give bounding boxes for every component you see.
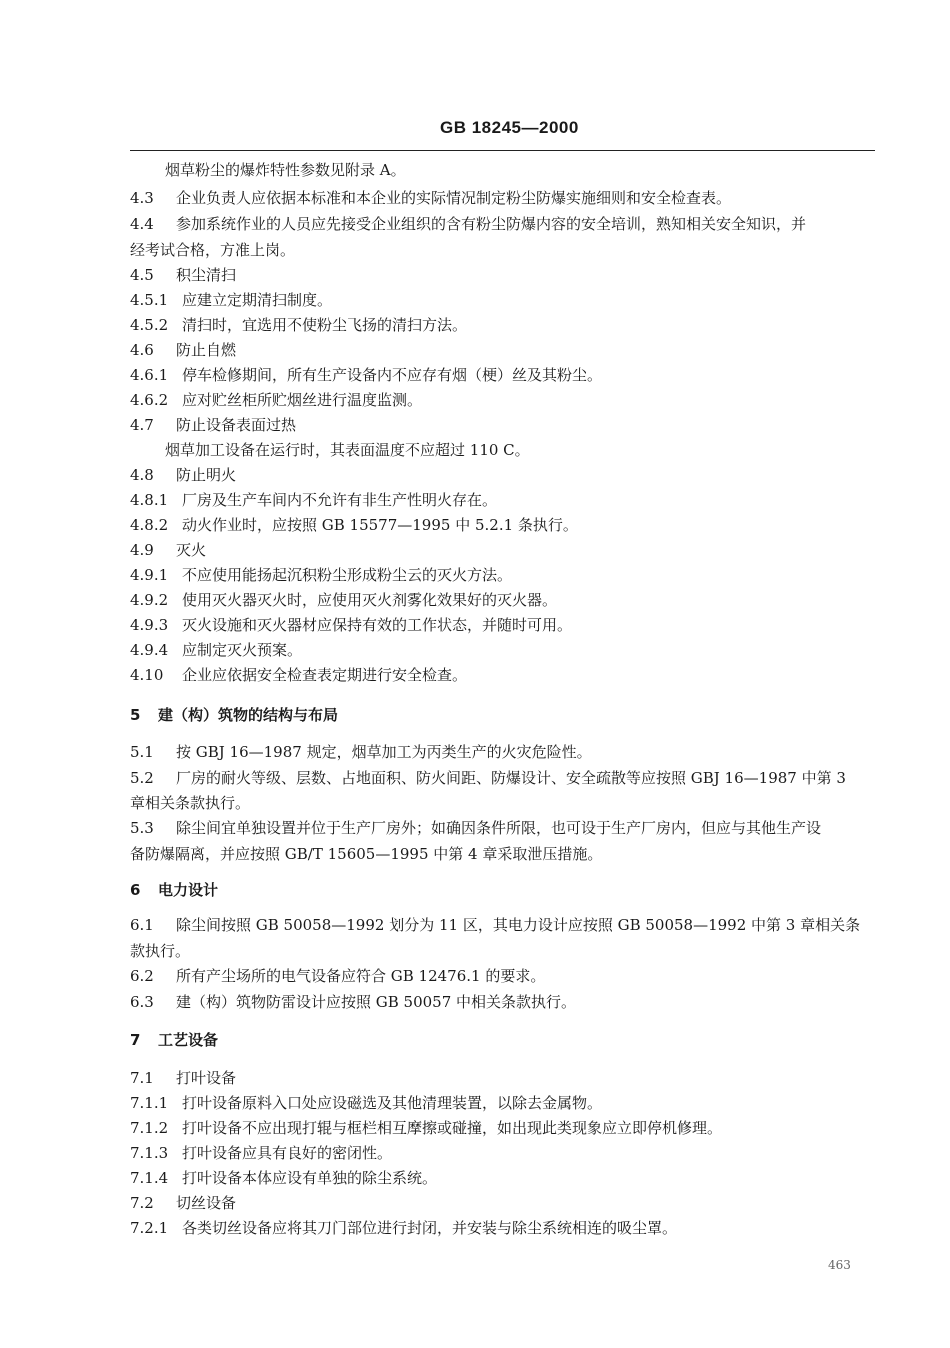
clause-4-5-2 <box>130 315 467 335</box>
clause-number: 6.2 <box>130 967 154 985</box>
clause-number: 4.8.2 <box>130 516 169 534</box>
clause-text: 使用灭火器灭火时，应使用灭火剂雾化效果好的灭火器。 <box>182 591 558 609</box>
clause-7-2 <box>130 1193 236 1213</box>
clause-text: 除尘间宜单独设置并位于生产厂房外；如确因条件所限，也可设于生产厂房内，但应与其他生产设 <box>176 819 822 837</box>
section-number: 6 <box>130 881 141 899</box>
paragraph-line: 经考试合格，方准上岗。 <box>130 241 296 259</box>
clause-4-9 <box>130 540 206 560</box>
clause-7-1-3 <box>130 1143 392 1163</box>
clause-number: 4.8.1 <box>130 491 169 509</box>
clause-number: 4.5 <box>130 266 154 284</box>
clause-text: 厂房的耐火等级、层数、占地面积、防火间距、防爆设计、安全疏散等应按照 GBJ 16—1987 中第 3 <box>176 769 846 787</box>
paragraph-line: 烟草加工设备在运行时，其表面温度不应超过 110 C。 <box>165 441 530 459</box>
clause-number: 4.4 <box>130 215 154 233</box>
clause-number: 7.1.1 <box>130 1094 169 1112</box>
clause-4-9-4 <box>130 640 302 660</box>
clause-text: 应制定灭火预案。 <box>182 641 303 659</box>
clause-number: 5.2 <box>130 769 154 787</box>
clause-text: 打叶设备应具有良好的密闭性。 <box>182 1144 393 1162</box>
clause-6-2 <box>130 966 545 986</box>
clause-4-5 <box>130 265 236 285</box>
clause-number: 4.5.2 <box>130 316 169 334</box>
clause-4-6-2 <box>130 390 422 410</box>
clause-number: 4.9 <box>130 541 154 559</box>
clause-4-8 <box>130 465 236 485</box>
clause-4-3 <box>130 188 731 208</box>
clause-number: 4.6.1 <box>130 366 169 384</box>
clause-number: 6.3 <box>130 993 154 1011</box>
clause-7-1 <box>130 1068 236 1088</box>
standard-code: GB 18245—2000 <box>440 118 579 137</box>
clause-4-8-2 <box>130 515 578 535</box>
clause-6-1 <box>130 915 860 935</box>
clause-4-6-1 <box>130 365 602 385</box>
clause-7-2-1 <box>130 1218 677 1238</box>
clause-number: 4.9.4 <box>130 641 169 659</box>
clause-text: 积尘清扫 <box>176 266 237 284</box>
clause-text: 灭火 <box>176 541 207 559</box>
clause-number: 7.2.1 <box>130 1219 169 1237</box>
paragraph-line: 烟草粉尘的爆炸特性参数见附录 A。 <box>165 161 406 179</box>
clause-number: 7.1.4 <box>130 1169 169 1187</box>
clause-number: 4.7 <box>130 416 154 434</box>
clause-text: 各类切丝设备应将其刀门部位进行封闭，并安装与除尘系统相连的吸尘罩。 <box>182 1219 678 1237</box>
clause-number: 4.3 <box>130 189 154 207</box>
clause-text: 除尘间按照 GB 50058—1992 划分为 11 区，其电力设计应按照 GB 50058—1992 中第 3 章相关条 <box>176 916 861 934</box>
clause-text: 灭火设施和灭火器材应保持有效的工作状态，并随时可用。 <box>182 616 573 634</box>
clause-4-9-1 <box>130 565 512 585</box>
clause-number: 7.1 <box>130 1069 154 1087</box>
section-number: 5 <box>130 706 141 724</box>
clause-number: 5.1 <box>130 743 154 761</box>
clause-number: 7.1.2 <box>130 1119 169 1137</box>
clause-text: 切丝设备 <box>176 1194 237 1212</box>
clause-number: 4.8 <box>130 466 154 484</box>
section-heading-7 <box>130 1030 218 1050</box>
clause-text: 不应使用能扬起沉积粉尘形成粉尘云的灭火方法。 <box>182 566 513 584</box>
section-number: 7 <box>130 1031 141 1049</box>
clause-7-1-2 <box>130 1118 722 1138</box>
clause-5-1 <box>130 742 592 762</box>
clause-number: 4.9.3 <box>130 616 169 634</box>
clause-text: 应建立定期清扫制度。 <box>182 291 333 309</box>
section-title: 建（构）筑物的结构与布局 <box>158 706 339 724</box>
clause-6-3 <box>130 992 576 1012</box>
clause-text: 防止明火 <box>176 466 237 484</box>
clause-number: 6.1 <box>130 916 154 934</box>
clause-text: 应对贮丝柜所贮烟丝进行温度监测。 <box>182 391 423 409</box>
section-title: 工艺设备 <box>158 1031 219 1049</box>
section-heading-5 <box>130 705 338 725</box>
clause-text: 防止自燃 <box>176 341 237 359</box>
clause-text: 动火作业时，应按照 GB 15577—1995 中 5.2.1 条执行。 <box>182 516 578 534</box>
clause-text: 防止设备表面过热 <box>176 416 297 434</box>
clause-number: 7.2 <box>130 1194 154 1212</box>
clause-text: 按 GBJ 16—1987 规定，烟草加工为丙类生产的火灾危险性。 <box>176 743 592 761</box>
clause-4-9-2 <box>130 590 557 610</box>
clause-text: 打叶设备 <box>176 1069 237 1087</box>
clause-4-9-3 <box>130 615 572 635</box>
clause-5-3 <box>130 818 821 838</box>
clause-7-1-4 <box>130 1168 437 1188</box>
section-title: 电力设计 <box>158 881 219 899</box>
clause-number: 4.6.2 <box>130 391 169 409</box>
section-heading-6 <box>130 880 218 900</box>
clause-text: 建（构）筑物防雷设计应按照 GB 50057 中相关条款执行。 <box>176 993 577 1011</box>
clause-number: 4.10 <box>130 666 164 684</box>
clause-text: 清扫时，宜选用不使粉尘飞扬的清扫方法。 <box>182 316 468 334</box>
clause-text: 企业应依据安全检查表定期进行安全检查。 <box>182 666 468 684</box>
clause-number: 5.3 <box>130 819 154 837</box>
clause-text: 企业负责人应依据本标准和本企业的实际情况制定粉尘防爆实施细则和安全检查表。 <box>176 189 732 207</box>
clause-4-6 <box>130 340 236 360</box>
paragraph-line: 款执行。 <box>130 942 191 960</box>
clause-number: 7.1.3 <box>130 1144 169 1162</box>
clause-4-7 <box>130 415 296 435</box>
clause-text: 所有产尘场所的电气设备应符合 GB 12476.1 的要求。 <box>176 967 546 985</box>
paragraph-line: 备防爆隔离，并应按照 GB/T 15605—1995 中第 4 章采取泄压措施。 <box>130 845 603 863</box>
paragraph-line: 章相关条款执行。 <box>130 794 251 812</box>
clause-5-2 <box>130 768 846 788</box>
clause-4-5-1 <box>130 290 332 310</box>
clause-text: 打叶设备原料入口处应设磁选及其他清理装置，以除去金属物。 <box>182 1094 603 1112</box>
clause-number: 4.9.2 <box>130 591 169 609</box>
clause-number: 4.9.1 <box>130 566 169 584</box>
clause-4-10 <box>130 665 467 685</box>
clause-4-4 <box>130 214 806 234</box>
clause-number: 4.6 <box>130 341 154 359</box>
clause-number: 4.5.1 <box>130 291 169 309</box>
clause-text: 打叶设备不应出现打辊与框栏相互摩擦或碰撞，如出现此类现象应立即停机修理。 <box>182 1119 723 1137</box>
clause-7-1-1 <box>130 1093 602 1113</box>
clause-text: 打叶设备本体应设有单独的除尘系统。 <box>182 1169 438 1187</box>
clause-text: 厂房及生产车间内不允许有非生产性明火存在。 <box>182 491 498 509</box>
clause-4-8-1 <box>130 490 497 510</box>
page-number: 463 <box>828 1258 851 1272</box>
clause-text: 参加系统作业的人员应先接受企业组织的含有粉尘防爆内容的安全培训，熟知相关安全知识，并 <box>176 215 807 233</box>
header-divider <box>130 150 875 151</box>
clause-text: 停车检修期间，所有生产设备内不应存有烟（梗）丝及其粉尘。 <box>182 366 603 384</box>
